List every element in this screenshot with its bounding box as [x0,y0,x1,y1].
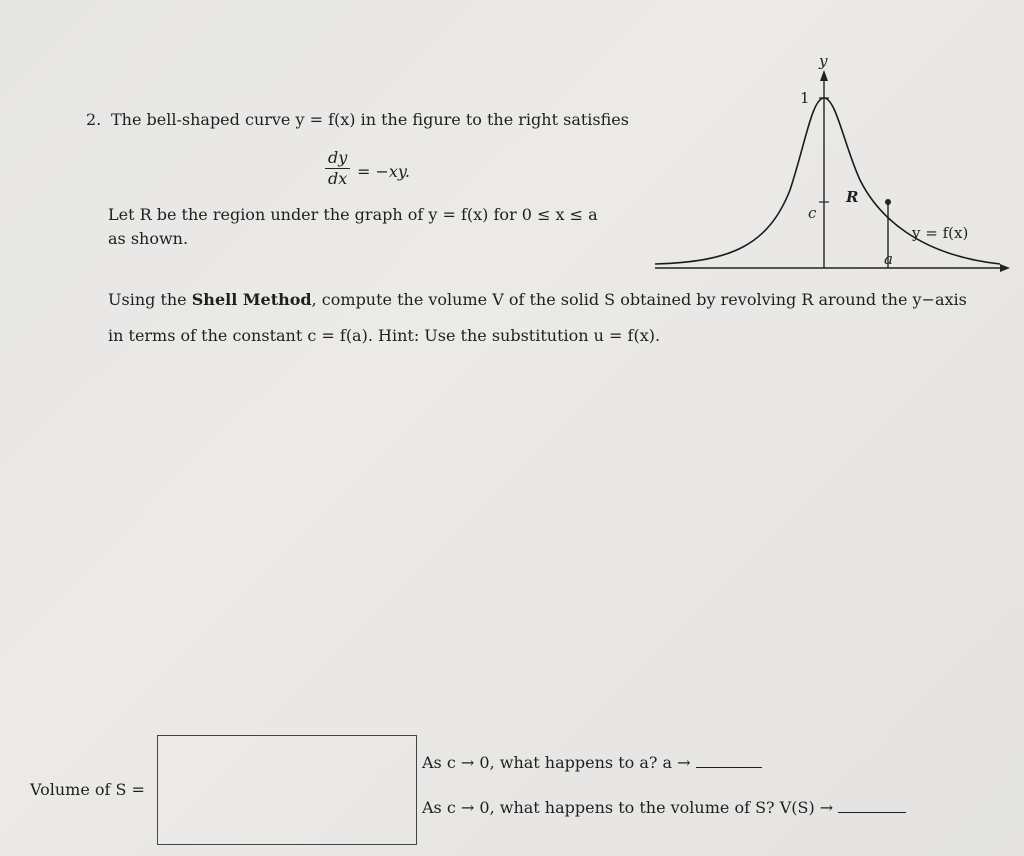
volume-limit-blank[interactable] [838,812,906,813]
peak-value-label: 1 [800,89,810,107]
equation-rhs: = −xy. [357,162,410,181]
question-volume-text: As c → 0, what happens to the volume of S? V(S) → [422,798,834,817]
fraction-denominator: dx [328,169,348,188]
shell-pre-text: Using the [108,290,187,309]
curve-label: y = f(x) [912,224,969,242]
y-axis-arrow [820,70,828,81]
question-a-limit [422,753,762,772]
y-axis-label: y [819,52,828,70]
shell-method-instruction [108,290,967,309]
shell-post-text: , compute the volume V of the solid S obtained by revolving R around the y−axis [311,290,967,309]
bell-curve-figure [650,50,1012,290]
derivative-fraction [325,148,350,189]
fraction-numerator: dy [325,148,350,169]
volume-label: Volume of S = [30,780,145,799]
curve-point [885,199,891,205]
question-a-text: As c → 0, what happens to a? a → [422,753,691,772]
question-volume-limit [422,798,906,817]
a-label: a [884,250,893,268]
shell-method-term: Shell Method [191,290,312,309]
hint-line: in terms of the constant c = f(a). Hint: Use the substitution u = f(x). [108,326,661,345]
region-label: R [846,188,859,206]
a-limit-blank[interactable] [696,767,762,768]
problem-statement-line: The bell-shaped curve y = f(x) in the figure to the right satisfies [111,110,629,129]
region-description: Let R be the region under the graph of y = f(x) for 0 ≤ x ≤ a [108,205,598,224]
volume-answer-box[interactable] [157,735,417,845]
c-label: c [808,204,817,222]
x-axis-arrow [1000,264,1010,272]
region-description-cont: as shown. [108,229,189,248]
problem-number: 2. [86,110,102,129]
